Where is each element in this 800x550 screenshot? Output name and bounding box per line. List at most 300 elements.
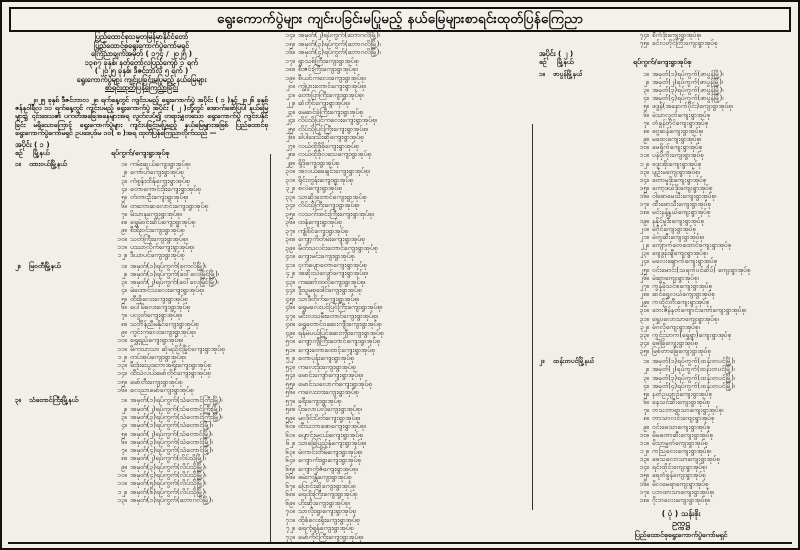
column-divider-2: [532, 124, 533, 510]
signature-name: ( ပုံ ) သန်းစိုး: [661, 509, 701, 519]
entry-text: အမှတ်(၁)ရပ်ကွက်(စုကလိမြို့)၊: [130, 261, 207, 270]
entry-number: ၂၄။: [640, 257, 649, 266]
ward-list: [111, 262, 268, 395]
entry-text: ကျော့ကိတ်မဲးကျေးရွာအုပ်စု: [298, 235, 365, 243]
ward-entry: [633, 488, 792, 496]
entry-number: ၄။: [643, 381, 649, 390]
township-name: ထန်းတပင်မြို့နယ်: [553, 357, 595, 366]
ward-entry: [279, 303, 527, 312]
entry-number: ၉။: [643, 422, 649, 431]
entry-number: ၁၂။: [640, 159, 649, 168]
entry-text: လယ်ထိုဒိုလသေကျေးရွာအုပ်စု: [298, 150, 372, 158]
part1-continued-list: [279, 31, 527, 541]
entry-text: မော်တီးကျေးရွာအုပ်စု: [130, 377, 183, 386]
ward-entry: [111, 430, 268, 438]
ward-entry: [111, 369, 268, 377]
ward-entry: [633, 39, 792, 47]
ward-entry: [633, 480, 792, 488]
entry-text: မငီးလသမီးတောင်ကျေးရွာအုပ်စု၊: [298, 311, 378, 320]
entry-number: ၆၇။: [285, 481, 295, 490]
entry-text: ကလေးတးကျေးရွာအုပ်စု: [298, 388, 359, 396]
entry-text: မိသာနကျေးရွာအုပ်စု၊: [130, 209, 182, 218]
entry-text: ကဆော်ထလိုကျေးရွာအုပ်စု၊: [298, 277, 366, 286]
entry-number: ၄၀။: [285, 252, 295, 260]
entry-text: ကွင်းသာက(ရွှေရွာ)ကျေးရွာအုပ်စု: [652, 330, 732, 339]
entry-text: ရွှေတောင်ဝဆေးကျီးကျေးရွာအုပ်စု: [298, 320, 382, 328]
ward-entry: [111, 438, 268, 446]
entry-number: ၅၆။: [285, 388, 295, 396]
ward-entry: [279, 125, 527, 134]
entry-number: ၇။: [121, 446, 127, 455]
entry-text: အမှတ်(၂)ရပ်ကွက်(ဝေါ်လေမြိုင်မြို့)၊: [130, 278, 219, 287]
ward-entry: [111, 243, 268, 251]
ward-entry: [279, 269, 527, 278]
entry-text: တပ်အုပ်ကျေးရွာအုပ်စု၊: [130, 352, 186, 361]
ward-entry: [279, 193, 527, 202]
township-row: [539, 70, 792, 355]
entry-text: ဝင်းမောင်း(သရက်ပင်ဆိပ်) ကျေးရွာအုပ်စု: [652, 265, 751, 274]
ward-entry: [633, 374, 792, 382]
entry-text: လိပ်သိုပြင်ကလေးကျေးရွာအုပ်စု၊: [298, 116, 377, 124]
entry-text: အမှတ်(၃)ရပ်ကွက်(လိပ်သိုမြို့)၊: [130, 462, 207, 471]
entry-number: ၇၀။: [285, 507, 295, 515]
ward-entry: [279, 261, 527, 270]
township-cell: [15, 262, 111, 395]
entry-number: ၅။: [643, 102, 649, 111]
entry-text: အမှတ်(၂)ရပ်ကွက်(လိပ်သိုမြို့)၊: [130, 454, 206, 463]
entry-text: တံတားဦးကျေးရွာအုပ်စု၊: [130, 193, 189, 202]
ward-entry: [633, 249, 792, 257]
entry-number: ၁၁။: [117, 479, 127, 488]
ward-entry: [111, 328, 268, 336]
ward-entry: [111, 168, 268, 176]
ward-entry: [111, 396, 268, 404]
entry-text: ကျော့ကျီကြီးတောင်ကျေးရွာအုပ်စု: [298, 337, 381, 345]
ward-entry: [633, 282, 792, 290]
ward-entry: [633, 151, 792, 159]
ward-entry: [633, 431, 792, 439]
masthead-myanmar-date: ၁၃၈၇ ခုနှစ်၊ နတ်တော်လပြည့်ကျော် ၁ ရက်: [85, 57, 198, 67]
township-row: [539, 357, 792, 504]
ward-entry: [111, 378, 268, 386]
entry-number: ၄၅။: [285, 294, 295, 303]
entry-number: ၈။: [643, 126, 649, 135]
entry-number: ၃၉။: [285, 243, 295, 252]
ward-entry: [111, 218, 268, 226]
ward-entry: [111, 488, 268, 496]
part2-label: အပိုင်း ( ၂ ): [539, 49, 574, 59]
signature-block: [581, 508, 781, 540]
entry-text: တောကောင်းဒိုးကျေးရွာအုပ်စု: [130, 184, 201, 193]
entry-text: သင်္ဘိန်ညီမနိုင်ကျေးရွာအုပ်စု: [130, 319, 199, 328]
entry-number: ၃၁။: [639, 314, 649, 323]
entry-number: ၃။: [643, 86, 649, 95]
entry-text: ဒီယာပင်ကျေးရွာအုပ်စု: [130, 251, 185, 260]
entry-text: မင်းနန့်နွယ်ကျေးရွာအုပ်စု: [652, 208, 711, 217]
entry-text: တသဘာရွာသာကျေးရွာအုပ်စု၊: [652, 406, 724, 415]
ward-entry: [633, 102, 792, 110]
ward-entry: [633, 306, 792, 314]
ward-entry: [111, 386, 268, 394]
entry-number: ၇၃။: [285, 532, 295, 541]
entry-text: မိတ်သလင်းတောင်ကျေးရွာအုပ်စု: [298, 243, 378, 252]
township-number: ၁။: [539, 69, 545, 78]
ward-entry: [111, 226, 268, 234]
entry-number: ၃၅။: [285, 209, 295, 218]
entry-text: ရင်းထိုင်းကျေးရွာအုပ်စု၊: [652, 463, 707, 472]
ward-entry: [633, 274, 792, 282]
ward-entry: [279, 337, 527, 346]
ward-entry: [279, 65, 527, 74]
entry-number: ၁။: [643, 69, 649, 78]
entry-number: ၁၀။: [639, 143, 649, 152]
ward-entry: [279, 524, 527, 533]
entry-number: ၃၁။: [285, 175, 295, 184]
ward-entry: [633, 135, 792, 143]
ward-entry: [633, 290, 792, 298]
ward-entry: [279, 295, 527, 304]
entry-number: ၁၃။: [639, 455, 649, 464]
entry-text: မေဆင်ခဲကြီးကျေးရွာအုပ်စု: [298, 107, 364, 116]
ward-entry: [633, 423, 792, 431]
entry-text: ပနဲပိုကိုးကျေးရွာအုပ်စု: [652, 151, 704, 160]
ward-entry: [279, 40, 527, 49]
header-serial: စဉ်: [539, 58, 547, 67]
entry-text: မဲသာလွတ်ကျေးရွာအုပ်စု: [652, 110, 711, 119]
entry-number: ၁၆။: [117, 386, 127, 395]
ward-entry: [633, 406, 792, 414]
header-ward: ရပ်ကွက်/ကျေးရွာအုပ်စု: [111, 148, 170, 157]
ward-entry: [279, 184, 527, 193]
masthead-commission: ပြည်ထောင်စုရွေးကောက်ပွဲကော်မရှင်: [93, 40, 190, 50]
entry-text: ခါပါဒေသီးဆိုကျေးရွာအုပ်စု: [298, 133, 364, 141]
ward-entry: [633, 119, 792, 127]
entry-text: ငှက်ပျောတောကျေးရွာအုပ်စု: [298, 260, 367, 269]
header-township: မြို့နယ်: [33, 148, 50, 157]
document-title-banner: [9, 7, 791, 32]
entry-number: ၅၉။: [285, 413, 295, 422]
township-number: ၂။: [539, 357, 545, 366]
ward-entry: [279, 91, 527, 100]
entry-text: စလဲကျေးရွာအုပ်စု: [298, 184, 342, 192]
ward-entry: [279, 465, 527, 474]
entry-text: လိပ်သိုပြင်ကြီးကျေးရွာအုပ်စု၊: [298, 124, 368, 133]
entry-text: အမှတ်(၁)ရပ်ကွက်(ဖာပွန်မြို့)၊: [652, 69, 724, 78]
entry-text: မဲဂိုင်ကျေးရွာအုပ်စု: [652, 224, 696, 233]
entry-text: မိလမေရာကျေးရွာအုပ်စု: [652, 479, 709, 488]
document-title: ရွေးကောက်ပွဲများ ကျင်းပခြင်းမပြုမည့် နယ်မြေများစာရင်းထုတ်ပြန်ကြေညာ: [216, 10, 584, 27]
entry-text: အမှတ်(၃)ရပ်ကွက်(ဘောဂလိမြို့)၊: [298, 39, 381, 48]
ward-entry: [111, 311, 268, 319]
entry-text: ကံစွန်းထိန်ကျေးရွာအုပ်စု: [130, 176, 190, 185]
entry-text: ရေတံခွန်ကျေးရွာအုပ်စု: [652, 471, 706, 480]
column-middle: [279, 31, 527, 541]
bottom-rule: [8, 542, 792, 544]
entry-number: ၃၀။: [285, 167, 295, 175]
entry-text: ရေကံ့ရွန်ကျေးရွာအုပ်စု: [298, 524, 354, 532]
entry-text: ထီသဘာဖောကျေးရွာအုပ်စု၊: [298, 422, 366, 430]
entry-number: ၇၂။: [285, 524, 295, 532]
ward-entry: [279, 354, 527, 363]
entry-text: လေညာမော်ကျေးရွာအုပ်စု: [130, 386, 194, 395]
ward-entry: [633, 176, 792, 184]
entry-number: ၁။: [121, 261, 127, 270]
entry-number: ၁၁။: [117, 344, 127, 353]
ward-entry: [111, 185, 268, 193]
ward-entry: [633, 217, 792, 225]
entry-number: ၇။: [643, 406, 649, 415]
entry-text: မဲထောင်သလေးကျေးရွာအုပ်စု၊: [130, 286, 204, 295]
entry-text: ကော်ဟဲကျေးရွာအုပ်စု: [130, 168, 184, 177]
ward-entry: [633, 414, 792, 422]
ward-entry: [279, 82, 527, 91]
entry-text: ဆင်ရွှေလယ်ကျေးရွာအုပ်စု: [652, 290, 715, 299]
ward-entry: [279, 380, 527, 389]
entry-text: ဂျေဒွန်းချီကျေးရွာအုပ်စု၊: [652, 249, 708, 258]
entry-text: လသက်အင်းကြီးကျေးရွာအုပ်စု၊: [298, 209, 374, 218]
entry-text: မလေးချောက်ကျေးရွာအုပ်စု: [652, 257, 718, 266]
ward-entry: [111, 210, 268, 218]
township-cell: [15, 396, 111, 504]
entry-number: ၄။: [121, 184, 127, 193]
entry-text: အမှတ်(၂)ရပ်ကွက်(သံတောင်ကြီးမြို့)၊: [130, 404, 222, 413]
ward-entry: [279, 439, 527, 448]
entry-text: ရွှေပလောသာကျေးရွာအုပ်စု၊: [652, 314, 719, 323]
entry-number: ၂၉။: [640, 298, 649, 307]
ward-entry: [111, 262, 268, 270]
entry-text: ဝင်းဓေသာကျေးရွာအုပ်စု: [652, 422, 711, 431]
part1-continued-tail: [633, 31, 792, 47]
ward-list: [111, 396, 268, 504]
ward-entry: [279, 431, 527, 440]
entry-number: ၁။: [643, 357, 649, 366]
township-name: ထားဝယ်မြို့နယ်: [29, 160, 67, 169]
township-number: ၃။: [15, 396, 21, 405]
township-cell: [539, 357, 633, 504]
ward-entry: [633, 78, 792, 86]
entry-text: ဓမဲးကန္တီကျေးရွာအုပ်စု: [298, 473, 352, 481]
entry-text: တာသာလင်းကျေးရွာအုပ်စု: [652, 414, 715, 423]
ward-entry: [279, 329, 527, 338]
ward-entry: [633, 347, 792, 355]
entry-text: စီးဇင်းကြီးကျေးရွာအုပ်စု၊: [298, 65, 358, 73]
entry-number: ၃။: [121, 176, 127, 185]
entry-number: ၂။: [121, 168, 127, 177]
entry-text: အလယ်ခေချင်းကျေးရွာအုပ်စု၊: [298, 167, 370, 175]
entry-number: ၆၈။: [285, 490, 295, 498]
entry-text: ထီသဲလယ်မော်တိုင်ကျေးရွာအုပ်စု: [130, 369, 211, 378]
ward-entry: [111, 303, 268, 311]
ward-entry: [279, 74, 527, 83]
column-left: [15, 33, 268, 504]
ward-entry: [111, 345, 268, 353]
entry-number: ၅၁။: [285, 345, 295, 354]
entry-text: ခရီးကျေးရွာအုပ်စု: [298, 396, 342, 405]
entry-number: ၅။: [121, 193, 127, 202]
ward-entry: [279, 227, 527, 236]
ward-entry: [279, 320, 527, 329]
ward-entry: [111, 463, 268, 471]
ward-entry: [633, 70, 792, 78]
entry-number: ၃။: [121, 278, 127, 287]
entry-number: ၇၁။: [285, 515, 295, 524]
entry-number: ၅။: [121, 294, 127, 303]
entry-number: ၂၇။: [640, 281, 649, 290]
entry-text: စီယင်ကလေးကျေးရွာအုပ်စု၊: [298, 73, 366, 82]
entry-text: ရွှေမလေးပင်ပြင်ကြီးကျေးရွာအုပ်စု၊: [298, 303, 383, 311]
entry-number: ၁၂။: [117, 251, 127, 260]
preamble-paragraph: ၂၀၂၅ ခုနှစ် ဒီဇင်ဘာလ ၂၈ ရက်နေ့တွင် ကျင်းပမည့် ရွေးကောက်ပွဲ အပိုင်း ( ၁ )နှင့် ၂၀၂၆ ခုနှစ် ဇန်နဝါရီလ ၁၁ ရက်နေ့တွင် ကျင်းပမည့် ရွေးကောက်ပွဲ အပိုင်း ( ၂ )တို့တွင် အောက်ဖော်ပြပါ နယ်မြေများ၌ ၎င်းဒေသ၏ ပကတိအခြေအနေများအရ လွတ်လပ်၍ တရားမျှတသော ရွေးကောက်ပွဲ ကျင်းပနိုင်ခြင်း မရှိသောကြောင့် ရွေးကောက်ပွဲများ ကျင်းပခြင်းမပြုမည့် နယ်မြေများအဖြစ် ပြည်ထောင်စုရွေးကောက်ပွဲကော်မရှင် ဥပဒေပုဒ်မ ၁၀( စ )အရ ထုတ်ပြန်ကြေညာလိုက်သည် —: [15, 95, 268, 138]
ward-entry: [111, 496, 268, 504]
entry-number: ၁၃။: [117, 495, 127, 504]
ward-entry: [279, 244, 527, 253]
entry-number: ၆၃။: [285, 447, 295, 456]
entry-number: ၅၄။: [285, 371, 295, 379]
entry-text: ဖဒွန်(အနောက်ပိုင်း)ကျေးရွာအုပ်စု၊: [652, 102, 733, 111]
entry-number: ၈။: [121, 218, 127, 227]
header-township: မြို့နယ်: [557, 58, 574, 67]
entry-text: ပေါ်မိလေးကျေးရွာအုပ်စု: [130, 303, 191, 312]
ward-entry: [633, 323, 792, 331]
entry-number: ၁၄။: [639, 463, 649, 472]
ward-entry: [279, 499, 527, 508]
entry-text: ပလွတ်ကျေးရွာအုပ်စု၊: [130, 311, 182, 320]
ward-entry: [633, 398, 792, 406]
ward-entry: [633, 160, 792, 168]
entry-number: ၅၀။: [285, 337, 295, 345]
entry-number: ၇၄။: [639, 31, 649, 39]
ward-entry: [633, 382, 792, 390]
entry-number: ၂၅။: [285, 124, 295, 133]
entry-number: ၁၈။: [639, 495, 649, 504]
part1-rows: [15, 160, 268, 504]
entry-number: ၂။: [643, 77, 649, 86]
entry-number: ၁၇။: [639, 487, 649, 496]
entry-text: ရှိဒိုကျေးရွာအုပ်စု: [298, 158, 340, 167]
ward-entry: [633, 192, 792, 200]
entry-text: ပိုးလောပလိုကျေးရွာအုပ်စု၊: [298, 405, 362, 413]
township-name: သံတောင်ကြီးမြို့နယ်: [29, 396, 79, 405]
entry-number: ၁၀။: [117, 471, 127, 480]
ward-entry: [279, 490, 527, 499]
entry-text: လယ်ထိုဒိုခိုကျေးရွာအုပ်စု: [298, 141, 359, 150]
entry-text: မြစ်တာခြေကျေးရွာအုပ်စု: [652, 347, 712, 356]
entry-number: ၇။: [121, 209, 127, 218]
entry-text: ကျေးမင်းကျေးရွာအုပ်စု: [298, 252, 355, 260]
ward-entry: [279, 516, 527, 525]
ward-entry: [279, 116, 527, 125]
signature-organization: ပြည်ထောင်စုရွေးကောက်ပွဲကော်မရှင်: [634, 531, 728, 540]
entry-text: ရွှေမဲဝင်းဆိပ်ကျေးရွာအုပ်စု: [130, 218, 196, 227]
entry-number: ၉။: [121, 327, 127, 336]
entry-number: ၁။: [121, 396, 127, 405]
entry-number: ၆၀။: [285, 422, 295, 430]
entry-text: မောင်သလောက်ကျေးရွာအုပ်စု: [298, 379, 372, 388]
entry-number: ၄၁။: [285, 260, 295, 269]
entry-text: ဂိုးဘလေးကျေးရွာအုပ်စု။: [652, 495, 710, 504]
ward-entry: [633, 315, 792, 323]
entry-number: ၆၆။: [285, 473, 295, 481]
entry-number: ၈။: [121, 454, 127, 463]
entry-text: စီးရီးဝင်းကျေးရွာအုပ်စု: [130, 226, 185, 235]
entry-text: ရိုင်းတွန်းကျေးရွာအုပ်စု: [298, 175, 354, 184]
entry-number: ၄၃။: [285, 277, 295, 286]
entry-text: ကျေးတောထောင့်ကျေးရွာအုပ်စု: [298, 345, 375, 354]
entry-number: ၃၃။: [285, 192, 295, 201]
ward-entry: [633, 447, 792, 455]
ward-entry: [633, 455, 792, 463]
ward-entry: [279, 363, 527, 372]
entry-text: ဝါဖောမေသီးကျေးရွာအုပ်စု၊: [652, 192, 717, 201]
entry-number: ၂၁။: [285, 90, 295, 99]
entry-number: ၁၆။: [285, 48, 295, 56]
entry-number: ၃၇။: [285, 226, 295, 235]
entry-number: ၃၆။: [285, 218, 295, 226]
entry-number: ၂၀။: [640, 224, 649, 233]
ward-entry: [633, 168, 792, 176]
entry-number: ၁၀။: [117, 234, 127, 243]
part1-table-header: [15, 149, 268, 159]
entry-text: သာခြေပြည့်နှံကျေးရွာအုပ်စု၊: [298, 439, 367, 447]
ward-entry: [633, 266, 792, 274]
entry-text: ခင်လတိုင်ကြီးကျေးရွာအုပ်စု: [652, 39, 718, 48]
entry-text: သာဆိုးတောင်ကျေးရွာအုပ်စု: [298, 192, 367, 201]
entry-number: ၃၈။: [285, 235, 295, 243]
entry-text: ပျောင်းမငယ်ကျေးရွာအုပ်စု: [298, 430, 363, 439]
entry-text: ဓဒူးအိုးကျေးရွာအုပ်စု: [652, 159, 702, 168]
ward-entry: [111, 160, 268, 168]
entry-text: မိသာမွတ်ကျေးရွာအုပ်စု: [652, 438, 708, 447]
entry-number: ၂၄။: [285, 116, 295, 124]
entry-number: ၅၂။: [285, 354, 295, 362]
entry-number: ၉။: [643, 135, 649, 144]
masthead: [15, 33, 268, 93]
ward-entry: [111, 320, 268, 328]
ward-entry: [279, 414, 527, 423]
entry-number: ၂။: [643, 365, 649, 374]
entry-number: ၄၄။: [285, 286, 295, 294]
entry-text: ဓေသလောသာကျေးရွာအုပ်စု: [652, 455, 720, 464]
ward-entry: [279, 150, 527, 159]
entry-text: မဝဒိုင်းပိတ်ကျေးရွာအုပ်စု၊: [298, 413, 361, 422]
ward-entry: [279, 397, 527, 406]
entry-number: ၃၄။: [639, 338, 649, 347]
ward-entry: [111, 202, 268, 210]
ward-entry: [111, 405, 268, 413]
ward-entry: [633, 471, 792, 479]
ward-entry: [279, 99, 527, 108]
entry-number: ၂၈။: [639, 290, 649, 299]
entry-text: မိကသာသာ ဆုံမညိုင်မြိုင်ကျေးရွာအုပ်စု: [130, 344, 225, 353]
entry-number: ၁။: [121, 160, 127, 169]
entry-text: ပြောင်းဆိုကျေးရွာအုပ်စု: [298, 481, 356, 490]
ward-entry: [633, 298, 792, 306]
ward-entry: [111, 235, 268, 243]
ward-entry: [279, 201, 527, 210]
ward-entry: [279, 167, 527, 176]
entry-text: သတ်ကြီးကျေးရွာအုပ်စု၊: [130, 234, 188, 243]
entry-text: ကော့ဒယ်ဒိုးကျေးရွာအုပ်စု: [652, 184, 713, 192]
entry-text: ထနံကျေးရွာအုပ်စု: [298, 218, 342, 226]
entry-number: ၅။: [121, 429, 127, 438]
township-name: ဖာပွန်မြို့နယ်: [553, 69, 583, 78]
entry-number: ၂၂။: [286, 99, 295, 107]
ward-entry: [279, 176, 527, 185]
ward-entry: [279, 507, 527, 516]
entry-number: ၂၅။: [640, 265, 649, 274]
entry-text: ကျောက်တေထောင်ကျေးရွာအုပ်စု: [652, 241, 732, 250]
ward-entry: [111, 286, 268, 294]
